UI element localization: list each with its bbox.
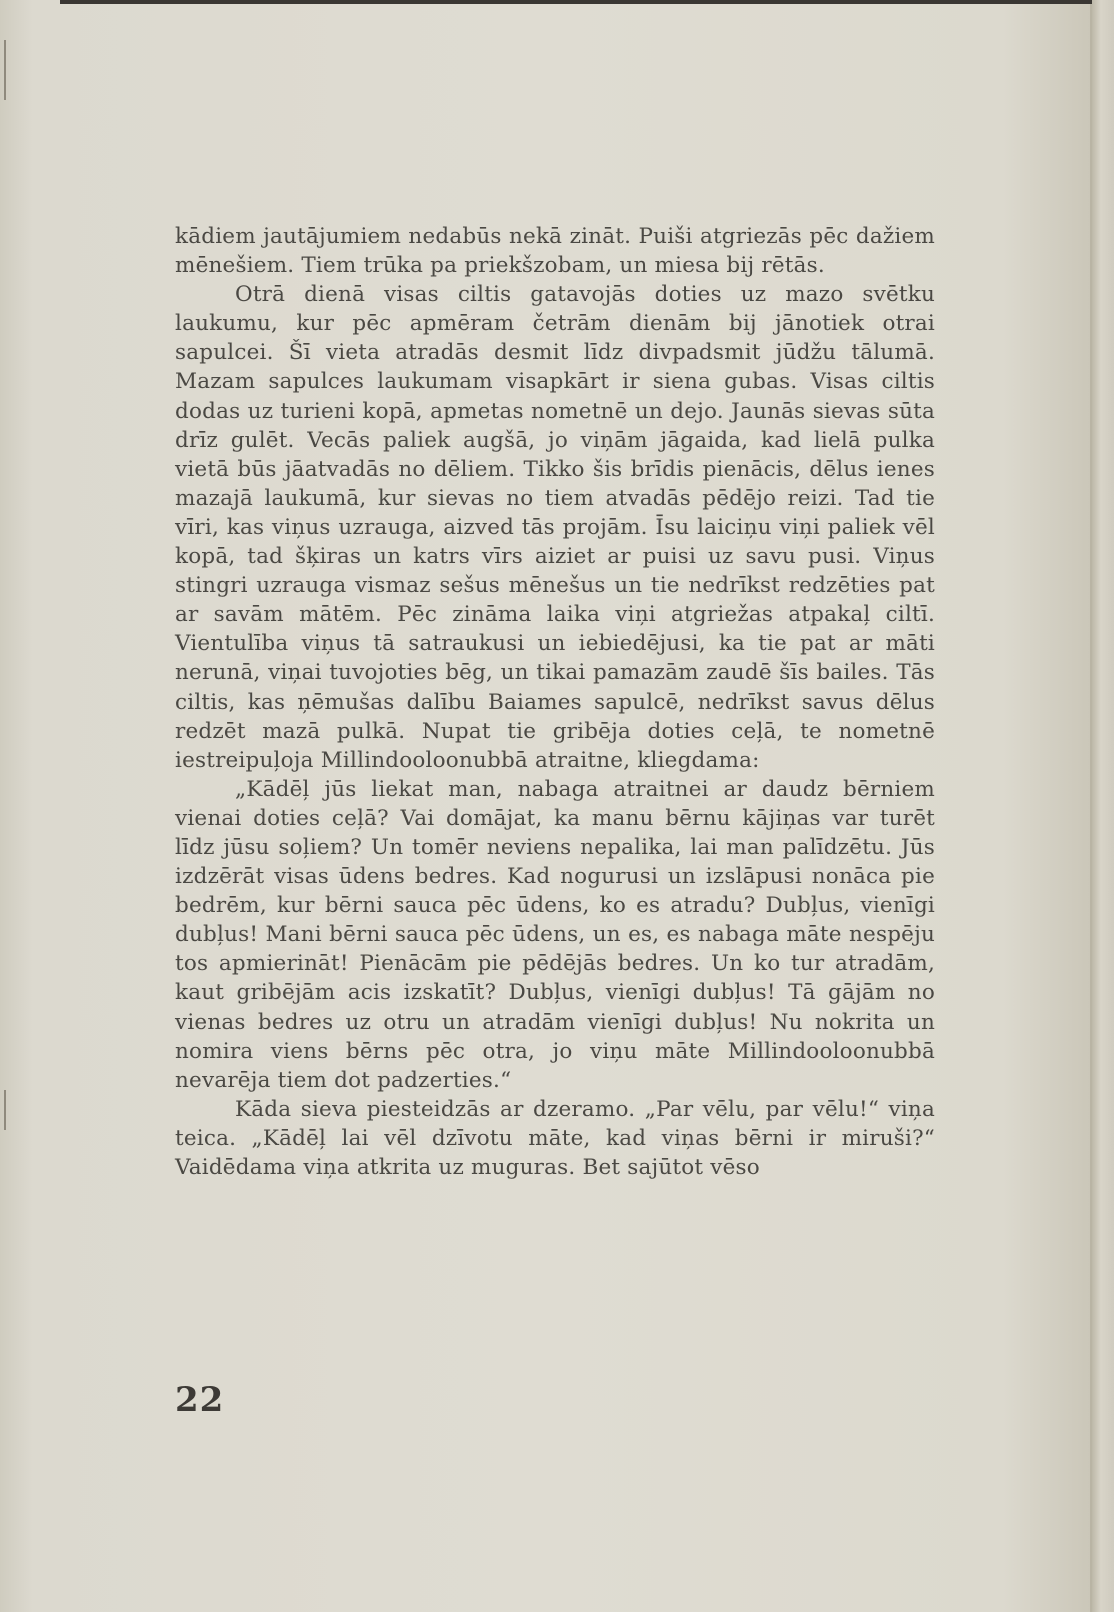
paragraph: Otrā dienā visas ciltis gatavojās doties uz mazo svētku laukumu, kur pēc apmēram četrām dienām bij jānotiek otrai sapulcei. Šī vieta atradās desmit līdz divpadsmit jūdžu tālumā. Mazam sapulces laukumam visapkārt ir siena gubas. Visas ciltis dodas uz turieni kopā, apmetas nometnē un dejo. Jaunās sievas sūta drīz gulēt. Vecās paliek augšā, jo viņām jāgaida, kad lielā pulka vietā būs jāatvadās no dēliem. Tikko šis brīdis pienācis, dēlus ienes mazajā laukumā, kur sievas no tiem atvadās pēdējo reizi. Tad tie vīri, kas viņus uzrauga, aizved tās projām. Īsu laiciņu viņi paliek vēl kopā, tad šķiras un katrs vīrs aiziet ar puisi uz savu pusi. Viņus stingri uzrauga vismaz sešus mēnešus un tie nedrīkst redzēties pat ar savām mātēm. Pēc zināma laika viņi atgriežas atpakaļ ciltī. Vientulība viņus tā satraukusi un iebiedējusi, ka tie pat ar māti nerunā, viņai tuvojoties bēg, un tikai pamazām zaudē šīs bailes. Tās ciltis, kas ņēmušas dalību Baiames sapulcē, nedrīkst savus dēlus redzēt mazā pulkā. Nupat tie gribēja doties ceļā, te nometnē iestreipuļoja Millindooloonubbā atraitne, kliegdama:	[175, 282, 935, 773]
page-edge	[1092, 0, 1114, 1612]
paragraph: kādiem jautājumiem nedabūs nekā zināt. Puiši atgriezās pēc dažiem mēnešiem. Tiem trūka pa priekšzobam, un miesa bij rētās.	[175, 224, 935, 279]
page-number: 22	[175, 1380, 225, 1420]
paragraph: Kāda sieva piesteidzās ar dzeramo. „Par vēlu, par vēlu!“ viņa teica. „Kādēļ lai vēl dzīvotu māte, kad viņas bērni ir miruši?“ Vaidēdama viņa atkrita uz muguras. Bet sajūtot vēso	[175, 1096, 935, 1180]
paragraph: „Kādēļ jūs liekat man, nabaga atraitnei ar daudz bērniem vienai doties ceļā? Vai domājat, ka manu bērnu kājiņas var turēt līdz jūsu soļiem? Un tomēr neviens nepalika, lai man palīdzētu. Jūs izdzērāt visas ūdens bedres. Kad nogurusi un izslāpusi nonāca pie bedrēm, kur bērni sauca pēc ūdens, ko es atradu? Dubļus, vienīgi dubļus! Mani bērni sauca pēc ūdens, un es, es nabaga māte nespēju tos apmierināt! Pienācām pie pēdējās bedres. Un ko tur atradām, kaut gribējām acis izskatīt? Dubļus, vienīgi dubļus! Tā gājām no vienas bedres uz otru un atradām vienīgi dubļus! Nu nokrita un nomira viens bērns pēc otra, jo viņu māte Millindooloonubbā nevarēja tiem dot padzerties.“	[175, 776, 935, 1093]
spine-mark	[4, 40, 6, 100]
body-text	[175, 222, 935, 1182]
spine-mark	[4, 1090, 6, 1130]
page-top-shadow	[60, 0, 1114, 4]
